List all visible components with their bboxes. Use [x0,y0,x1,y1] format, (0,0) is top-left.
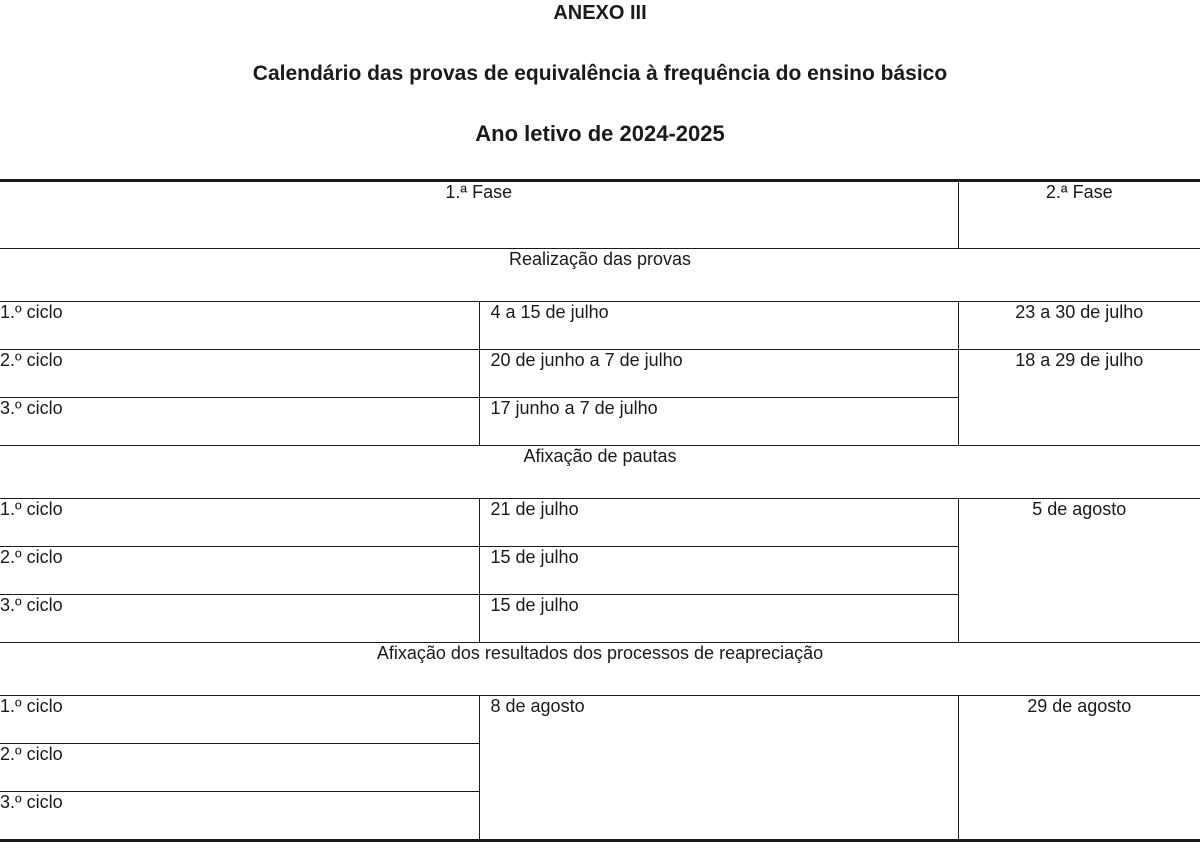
annex-title: ANEXO III [553,2,647,24]
cycle-label: 1.º ciclo [0,696,479,744]
section-heading-row [0,643,1200,696]
phase1-date: 8 de agosto [479,696,958,841]
phase1-date: 4 a 15 de julho [479,302,958,350]
phase2-date: 29 de agosto [958,696,1200,841]
cycle-label: 2.º ciclo [0,547,479,595]
school-year-title: Ano letivo de 2024-2025 [475,121,725,146]
section-heading-row [0,446,1200,499]
document-subtitle: Calendário das provas de equivalência à frequência do ensino básico [252,62,948,85]
phase1-date: 15 de julho [479,595,958,643]
phase1-date: 21 de julho [479,499,958,547]
table-row [0,302,1200,350]
table-row [0,499,1200,547]
section-title-exams: Realização das provas [0,249,1200,302]
phase2-date: 5 de agosto [958,499,1200,643]
cycle-label: 1.º ciclo [0,302,479,350]
cycle-label: 3.º ciclo [0,398,479,446]
exam-calendar-table [0,179,1200,842]
section-title-grades: Afixação de pautas [0,446,1200,499]
phase1-date: 15 de julho [479,547,958,595]
phase1-date: 20 de junho a 7 de julho [479,350,958,398]
table-row [0,350,1200,398]
cycle-label: 2.º ciclo [0,744,479,792]
phase1-header: 1.ª Fase [0,181,958,249]
cycle-label: 3.º ciclo [0,792,479,841]
cycle-label: 1.º ciclo [0,499,479,547]
table-header-row [0,181,1200,249]
phase2-date: 18 a 29 de julho [958,350,1200,446]
table-row [0,696,1200,744]
section-heading-row [0,249,1200,302]
section-title-reappraisal: Afixação dos resultados dos processos de reapreciação [0,643,1200,696]
cycle-label: 2.º ciclo [0,350,479,398]
cycle-label: 3.º ciclo [0,595,479,643]
phase2-header: 2.ª Fase [958,181,1200,249]
phase2-date: 23 a 30 de julho [958,302,1200,350]
phase1-date: 17 junho a 7 de julho [479,398,958,446]
